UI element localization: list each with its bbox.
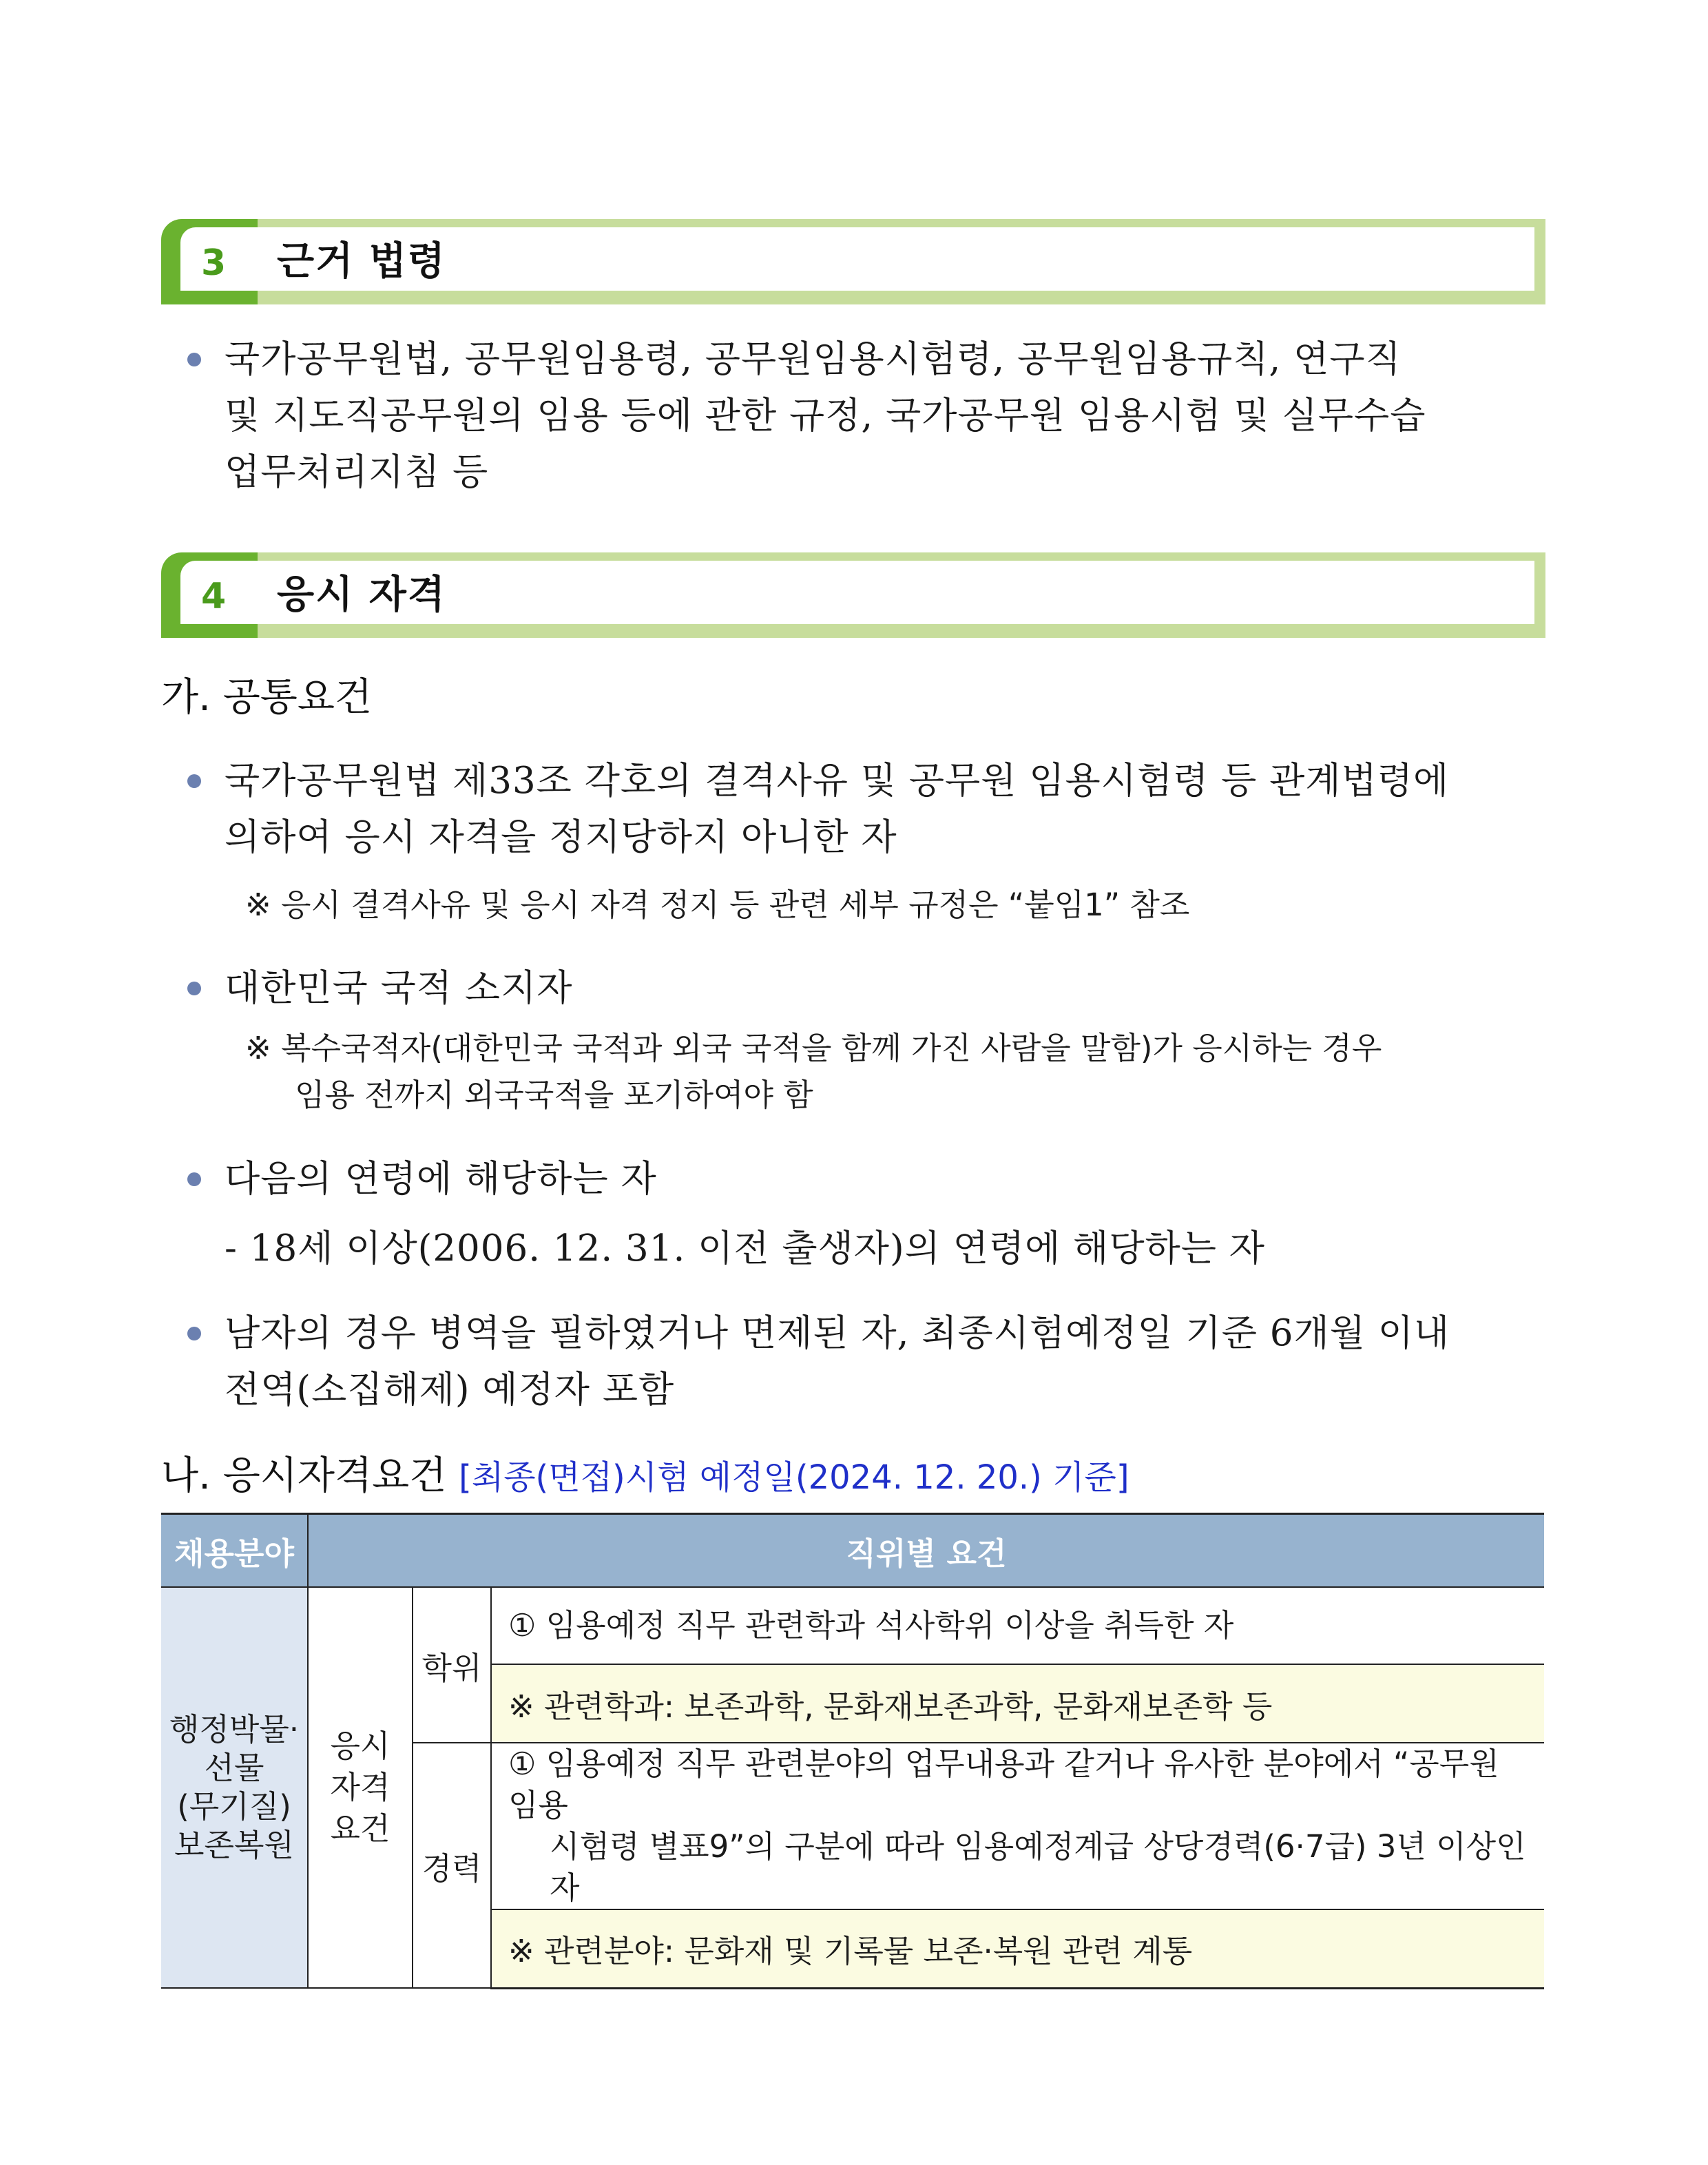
label-line: 요건 <box>330 1810 390 1847</box>
label-line: 자격 <box>330 1769 390 1805</box>
career-requirement-line-2: 시험령 별표9”의 구분에 따라 임용예정계급 상당경력(6·7급) 3년 이상인 자 <box>550 1828 1526 1906</box>
common-req-3-dash: - 18세 이상(2006. 12. 31. 이전 출생자)의 연령에 해당하는 자 <box>225 1227 1265 1270</box>
common-req-1-note: ※ 응시 결격사유 및 응시 자격 정지 등 관련 세부 규정은 “붙임1” 참조 <box>245 887 1190 923</box>
sub-heading-common: 가. 공통요건 <box>161 675 373 720</box>
common-req-2-line-1: 대한민국 국적 소지자 <box>225 967 573 1009</box>
section-4-number: 4 <box>201 576 227 617</box>
field-line: 선물 <box>204 1750 264 1786</box>
field-line: 행정박물· <box>169 1711 300 1748</box>
eligibility-basis-note: [최종(면접)시험 예정일(2024. 12. 20.) 기준] <box>459 1458 1129 1497</box>
header-field: 채용분야 <box>161 1514 308 1588</box>
eligibility-label-cell <box>308 1587 413 1988</box>
label-line: 응시 <box>330 1728 390 1764</box>
sub-heading-eligibility <box>161 1452 1129 1502</box>
degree-label: 학위 <box>413 1587 491 1743</box>
bullet-icon <box>187 1172 201 1186</box>
section-3-line-3: 업무처리지침 등 <box>225 451 489 493</box>
field-line: 보존복원 <box>174 1827 294 1863</box>
field-cell <box>161 1587 308 1988</box>
common-req-1-line-1: 국가공무원법 제33조 각호의 결격사유 및 공무원 임용시험령 등 관계법령에 <box>225 760 1450 802</box>
field-line: (무기질) <box>177 1788 291 1825</box>
common-req-1-line-2: 의하여 응시 자격을 정지당하지 아니한 자 <box>225 816 897 858</box>
sub-heading-eligibility-text: 나. 응시자격요건 <box>161 1453 447 1498</box>
bullet-icon <box>187 982 201 995</box>
common-req-4-line-2: 전역(소집해제) 예정자 포함 <box>225 1369 675 1411</box>
common-req-2-note-2: 임용 전까지 외국국적을 포기하여야 함 <box>295 1077 813 1113</box>
career-note: ※ 관련분야: 문화재 및 기록물 보존·복원 관련 계통 <box>491 1909 1544 1988</box>
career-requirement-line-1: ① 임용예정 직무 관련분야의 업무내용과 같거나 유사한 분야에서 “공무원 임용 <box>508 1746 1499 1823</box>
degree-note: ※ 관련학과: 보존과학, 문화재보존과학, 문화재보존학 등 <box>491 1664 1544 1743</box>
section-3-line-2: 및 지도직공무원의 임용 등에 관한 규정, 국가공무원 임용시험 및 실무수습 <box>225 395 1426 437</box>
header-requirements: 직위별 요건 <box>308 1514 1544 1588</box>
common-req-4-line-1: 남자의 경우 병역을 필하였거나 면제된 자, 최종시험예정일 기준 6개월 이내 <box>225 1312 1450 1354</box>
career-label: 경력 <box>413 1743 491 1988</box>
common-req-2-note-1: ※ 복수국적자(대한민국 국적과 외국 국적을 함께 가진 사람을 말함)가 응시하는 경우 <box>245 1030 1382 1066</box>
career-requirement <box>491 1743 1544 1909</box>
degree-requirement: ① 임용예정 직무 관련학과 석사학위 이상을 취득한 자 <box>491 1587 1544 1664</box>
requirements-table <box>161 1513 1544 1989</box>
section-3-line-1: 국가공무원법, 공무원임용령, 공무원임용시험령, 공무원임용규칙, 연구직 <box>225 338 1402 380</box>
common-req-3-line-1: 다음의 연령에 해당하는 자 <box>225 1158 657 1200</box>
section-3-header <box>161 219 1545 304</box>
bullet-icon <box>187 774 201 788</box>
section-4-header <box>161 552 1545 638</box>
section-3-number: 3 <box>201 242 227 284</box>
bullet-icon <box>187 1327 201 1340</box>
section-4-title: 응시 자격 <box>277 572 446 617</box>
bullet-icon <box>187 353 201 366</box>
section-3-title: 근거 법령 <box>277 239 446 284</box>
